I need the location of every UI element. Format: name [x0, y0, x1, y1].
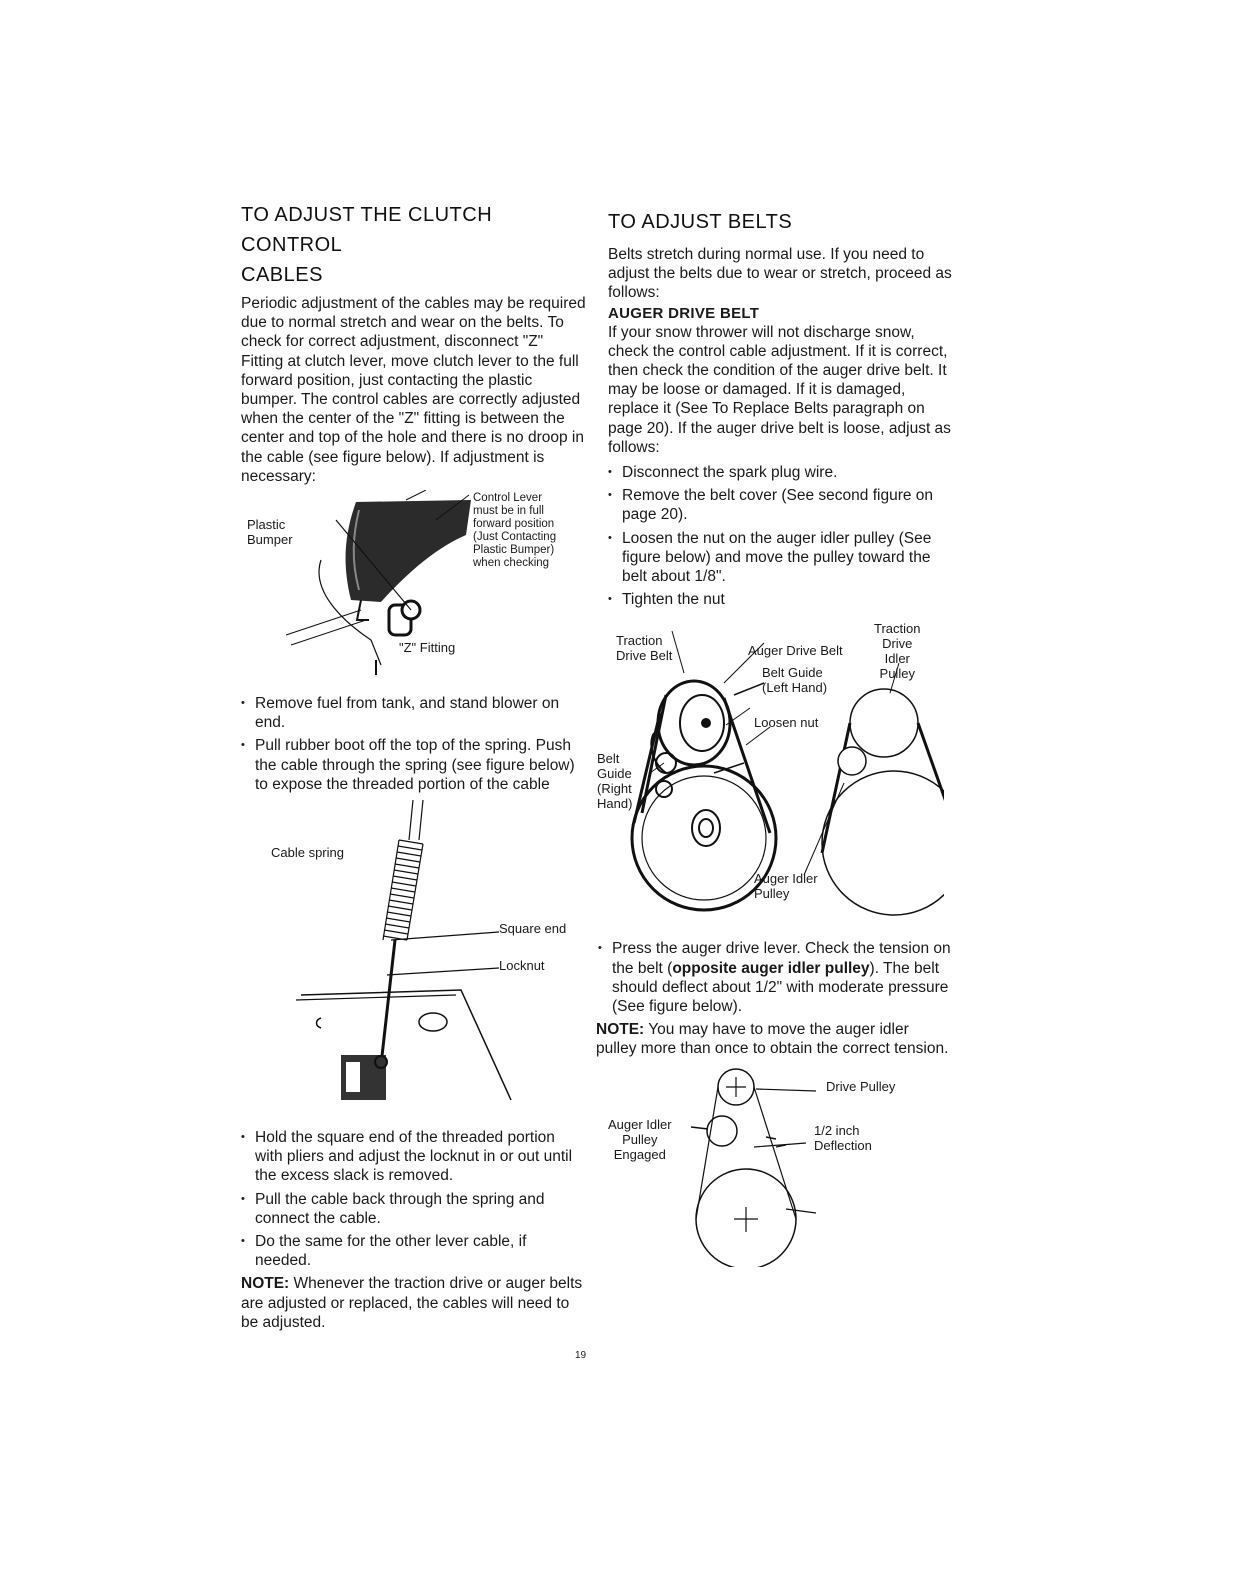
- list-item: • Remove fuel from tank, and stand blower on end.: [241, 694, 586, 732]
- press-lever-text-post: ). The belt should deflect about 1/2" with moderate pressure (See figure below).: [612, 959, 949, 1016]
- list-item: • Disconnect the spark plug wire.: [608, 463, 953, 482]
- belt-deflection-illustration: [596, 1067, 941, 1267]
- auger-belt-paragraph: If your snow thrower will not discharge snow, check the control cable adjustment. If it is correct, then check the condition of the auger drive belt. It may be loose or damaged. If it is damaged, replace it (See To Replace Belts paragraph on page 20). If the auger drive belt is loose, adjust as follows:: [608, 323, 951, 456]
- list-item: • Pull rubber boot off the top of the spring. Push the cable through the spring (see figure below) to expose the threaded portion of the cable: [241, 736, 586, 794]
- clutch-section-title-line1: TO ADJUST THE CLUTCH CONTROL: [241, 204, 493, 256]
- note-label: NOTE:: [241, 1275, 290, 1293]
- list-item: • Do the same for the other lever cable, if needed.: [241, 1232, 586, 1270]
- note-text: You may have to move the auger idler pulley more than once to obtain the correct tension.: [596, 1021, 949, 1058]
- z-fitting-label: "Z" Fitting: [399, 640, 456, 656]
- belt-steps-list-2: [608, 939, 953, 1016]
- list-item: • Remove the belt cover (See second figure on page 20).: [608, 486, 953, 524]
- cable-spring-label: Cable spring: [271, 845, 344, 861]
- clutch-steps-list-2: [241, 1128, 586, 1270]
- note-text: Whenever the traction drive or auger belts are adjusted or replaced, the cables will need to be adjusted.: [241, 1275, 583, 1331]
- page-number: 19: [575, 1350, 587, 1361]
- locknut-label: Locknut: [499, 958, 545, 974]
- loosen-nut-label: Loosen nut: [754, 715, 819, 731]
- note-label: NOTE:: [596, 1021, 645, 1039]
- drive-pulley-label: Drive Pulley: [826, 1078, 896, 1094]
- clutch-steps-list-1: [241, 694, 586, 794]
- clutch-intro-paragraph: Periodic adjustment of the cables may be required due to normal stretch and wear on the belts. To check for correct adjustment, disconnect "Z" Fitting at clutch lever, move clutch lever to the full forward position, just contacting the plastic bumper. The control cables are correctly adjusted when the center of the "Z" fitting is between the center and top of the hole and there is no droop in the cable (see figure below). If adjustment is necessary:: [241, 295, 586, 485]
- auger-drive-belt-label: Auger Drive Belt: [748, 643, 843, 659]
- clutch-note: [241, 1274, 586, 1332]
- list-item: • Tighten the nut: [608, 590, 953, 609]
- half-inch-deflection-label: 1/2 inch Deflection: [814, 1122, 872, 1153]
- auger-idler-engaged-label: Auger Idler Pulley Engaged: [608, 1116, 672, 1162]
- clutch-section-title-line2: CABLES: [241, 264, 323, 286]
- square-end-label: Square end: [499, 921, 567, 937]
- traction-drive-idler-pulley-label: Traction Drive Idler Pulley: [874, 621, 921, 682]
- belt-steps-list-1: [608, 463, 953, 609]
- clutch-lever-figure: [241, 490, 586, 680]
- list-item: • Hold the square end of the threaded portion with pliers and adjust the locknut in or out until the excess slack is removed.: [241, 1128, 586, 1186]
- traction-drive-belt-label: Traction Drive Belt: [616, 633, 673, 664]
- belt-guide-right-label: Belt Guide (Right Hand): [597, 751, 633, 812]
- belt-pulley-figure: [594, 613, 944, 923]
- belt-deflection-figure: [596, 1067, 941, 1267]
- left-column: [241, 200, 586, 1332]
- list-item: [598, 939, 953, 1016]
- control-lever-label: Control Lever must be in full forward position (Just Contacting Plastic Bumper) when checking: [473, 492, 557, 570]
- plastic-bumper-label: Plastic Bumper: [247, 517, 293, 548]
- auger-idler-pulley-label: Auger Idler Pulley: [754, 871, 818, 902]
- belt-guide-left-label: Belt Guide (Left Hand): [762, 665, 828, 696]
- belts-section-title: TO ADJUST BELTS: [608, 211, 793, 233]
- press-lever-text-bold: opposite auger idler pulley: [672, 959, 870, 977]
- belts-intro-paragraph: Belts stretch during normal use. If you need to adjust the belts due to wear or stretch, proceed as follows:: [608, 246, 952, 302]
- list-item: • Pull the cable back through the spring and connect the cable.: [241, 1190, 586, 1228]
- press-lever-text-pre: Press the auger drive lever. Check the tension on the belt (: [612, 940, 951, 977]
- list-item: • Loosen the nut on the auger idler pulley (See figure below) and move the pulley toward the belt about 1/8".: [608, 529, 953, 587]
- auger-drive-belt-heading: AUGER DRIVE BELT: [608, 304, 760, 322]
- right-column: [596, 207, 953, 1267]
- cable-spring-figure: [241, 800, 586, 1120]
- belt-note: [596, 1020, 953, 1058]
